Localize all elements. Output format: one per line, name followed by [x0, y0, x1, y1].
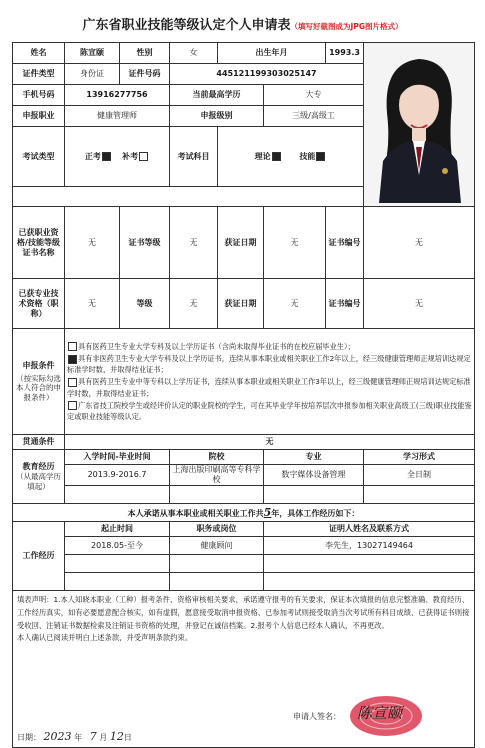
date-row: 日期： 2023 年 7 月 12日 [17, 730, 132, 743]
phone-value: 13916277756 [65, 85, 170, 106]
edu-history-sublabel: （从最高学历填起） [16, 472, 61, 491]
table-row [13, 537, 475, 555]
condition-2-checkbox[interactable] [68, 355, 77, 364]
gender-value: 女 [170, 43, 218, 64]
condition-item: 广东省技工院校学生或经评价认定的职业院校的学生，可在其毕业学年按培养层次申报参加相关职业高级工(三级)职业技能鉴定或职业技能等级认定。 [67, 400, 472, 421]
cert-no-value: 无 [364, 207, 475, 279]
tech-cert-value: 无 [65, 279, 120, 329]
tech-level-label: 等级 [120, 279, 170, 329]
exam-normal-label: 正考 [84, 151, 101, 161]
edu-col-school: 院校 [170, 450, 264, 465]
edu-history-label-cell [13, 450, 65, 504]
spacer-cell [13, 187, 364, 207]
work-post: 健康顾问 [170, 537, 264, 555]
work-col-period: 起止时间 [65, 522, 170, 537]
award-date-value: 无 [264, 207, 326, 279]
work-intro: 本人承诺从事本职业或相关职业工作共5年，具体工作经历如下： [13, 504, 475, 522]
occupation-label: 申报职业 [13, 106, 65, 127]
form-title [0, 14, 485, 33]
gender-label: 性别 [120, 43, 170, 64]
exam-type-label: 考试类型 [13, 127, 65, 187]
qual-cert-label: 已获职业资格/技能等级证书名称 [13, 207, 65, 279]
work-referee: 李先生，13027149464 [264, 537, 475, 555]
edu-col-form: 学习形式 [364, 450, 475, 465]
conditions-label: 申报条件 [22, 360, 55, 370]
tongguan-label: 贯通条件 [13, 435, 65, 450]
exam-normal-checkbox[interactable] [102, 152, 111, 161]
sign-label: 申请人签名： [293, 712, 341, 721]
skill-checkbox[interactable] [316, 152, 325, 161]
conditions-list [65, 329, 475, 435]
award-date-label: 获证日期 [218, 207, 264, 279]
tongguan-value: 无 [65, 435, 475, 450]
condition-item: 具有医药卫生专业大学专科及以上学历证书（含尚未取得毕业证书的在校应届毕业生）； [67, 341, 472, 352]
edu-history-label: 教育经历 [22, 462, 55, 472]
exam-makeup-label: 补考 [122, 151, 139, 161]
condition-1-checkbox[interactable] [68, 342, 77, 351]
form-title-text: 广东省职业技能等级认定个人申请表 [82, 18, 291, 33]
birth-value: 1993.3 [326, 43, 364, 64]
condition-3-checkbox[interactable] [68, 378, 77, 387]
cert-level-value: 无 [170, 207, 218, 279]
edu-col-period: 入学时间-毕业时间 [65, 450, 170, 465]
exam-type-options [65, 127, 170, 187]
conditions-label-cell [13, 329, 65, 435]
tech-no-value: 无 [364, 279, 475, 329]
level-label: 申报级别 [170, 106, 264, 127]
edu-major: 数字媒体设备管理 [264, 465, 364, 486]
confirm-text: 本人确认已阅读并明白上述条款，并受声明条款约束。 [17, 633, 193, 643]
level-value: 三级/高级工 [264, 106, 364, 127]
table-row [13, 573, 475, 591]
id-no-label: 证件号码 [120, 64, 170, 85]
name-value: 陈宣颐 [65, 43, 120, 64]
declaration-text: 填表声明：1.本人知晓本职业（工种）报考条件、资格审核相关要求，承诺遵守报考的有关要求，保证本次填报的信息完整准确、教育经历、工作经历真实，如有必要愿意配合核实，如有虚假，愿意接受取消申报资格、已参加考试则接受取消当次考试所有科目成绩、已获得证书则接受收回、注销证书数据检索及注销证书资格的处理，并登记在诚信档案。2.报考个人信息已经本人确认，不再更改。 [17, 595, 470, 630]
tech-date-value: 无 [264, 279, 326, 329]
table-row [13, 555, 475, 573]
condition-item: 具有医药卫生专业中等专科以上学历证书，连续从事本职业或相关职业工作3年以上，经三级健康管理师正规培训达规定标准学时数，并取得结业证书； [67, 377, 471, 398]
date-month: 7 [89, 730, 97, 743]
work-years: 5 [263, 505, 272, 519]
conditions-sublabel: （按实际勾选本人符合的申报条件） [16, 373, 61, 402]
date-day: 12 [109, 730, 124, 743]
id-no-value: 445121199303025147 [170, 64, 364, 85]
education-label: 当前最高学历 [170, 85, 264, 106]
qual-cert-value: 无 [65, 207, 120, 279]
signature: 陈宣颐 [357, 704, 403, 722]
edu-form: 全日制 [364, 465, 475, 486]
exam-subject-options [218, 127, 364, 187]
date-label: 日期： [17, 733, 41, 742]
applicant-photo [364, 43, 475, 207]
tech-date-label: 获证日期 [218, 279, 264, 329]
phone-label: 手机号码 [13, 85, 65, 106]
id-type-value: 身份证 [65, 64, 120, 85]
table-row [13, 465, 475, 486]
birth-label: 出生年月 [218, 43, 326, 64]
skill-label: 技能 [299, 151, 316, 161]
application-form [12, 42, 475, 748]
portrait-image [365, 43, 473, 203]
name-label: 姓名 [13, 43, 65, 64]
date-year: 2023 [43, 730, 72, 743]
cert-level-label: 证书等级 [120, 207, 170, 279]
id-type-label: 证件类型 [13, 64, 65, 85]
table-row [13, 486, 475, 504]
work-col-post: 职务或岗位 [170, 522, 264, 537]
exam-subject-label: 考试科目 [170, 127, 218, 187]
condition-item: 具有非医药卫生专业大学专科及以上学历证书，连续从事本职业或相关职业工作2年以上，经三级健康管理师正规培训达规定标准学时数，并取得结业证书； [67, 354, 471, 375]
theory-checkbox[interactable] [272, 152, 281, 161]
education-value: 大专 [264, 85, 364, 106]
theory-label: 理论 [254, 151, 271, 161]
tech-cert-label: 已获专业技术资格（职称） [13, 279, 65, 329]
cert-no-label: 证书编号 [326, 207, 364, 279]
exam-makeup-checkbox[interactable] [139, 152, 148, 161]
declaration-cell [13, 591, 475, 748]
occupation-value: 健康管理师 [65, 106, 170, 127]
edu-period: 2013.9-2016.7 [65, 465, 170, 486]
form-title-note: （填写好截图成为JPG图片格式） [290, 22, 403, 31]
tech-no-label: 证书编号 [326, 279, 364, 329]
edu-school: 上海出版印刷高等专科学校 [170, 465, 264, 486]
work-period: 2018.05-至今 [65, 537, 170, 555]
condition-4-checkbox[interactable] [68, 401, 77, 410]
work-col-referee: 证明人姓名及联系方式 [264, 522, 475, 537]
edu-col-major: 专业 [264, 450, 364, 465]
work-history-label: 工作经历 [13, 522, 65, 591]
tech-level-value: 无 [170, 279, 218, 329]
